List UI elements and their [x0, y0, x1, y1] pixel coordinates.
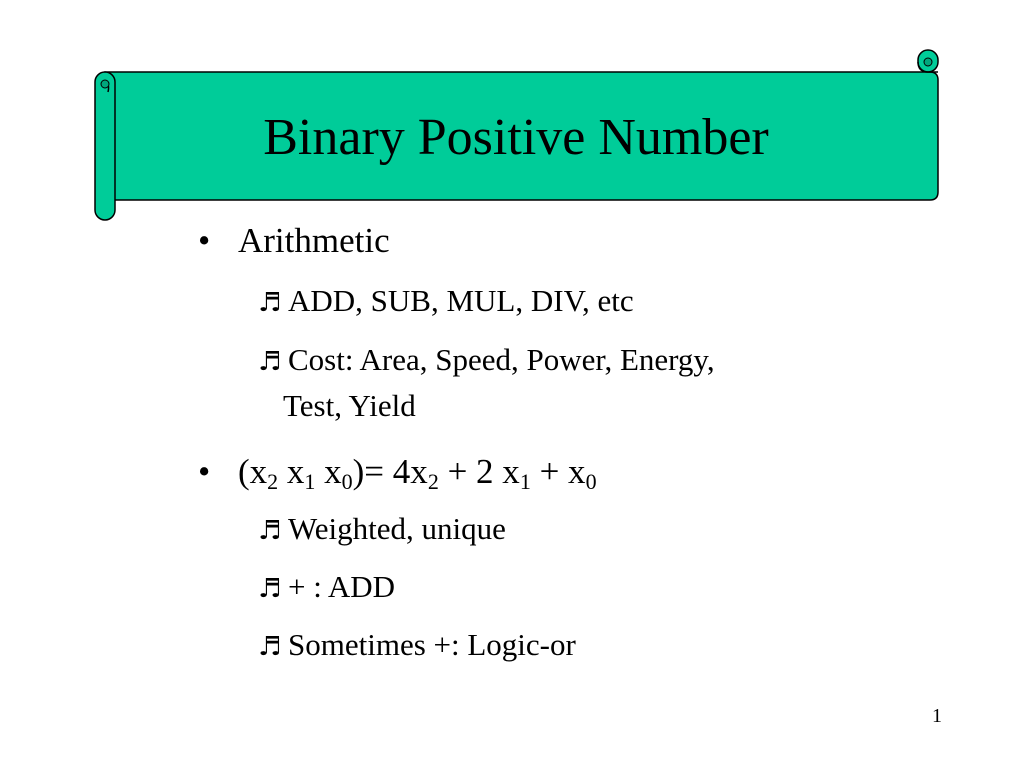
bullet-dot-icon: •: [198, 221, 211, 260]
sub-item-text: Weighted, unique: [288, 511, 506, 546]
music-note-icon: ♬: [258, 632, 282, 662]
sub-item-cost: [258, 337, 715, 385]
sub-item-text: + : ADD: [288, 569, 396, 604]
music-note-icon: ♬: [258, 288, 282, 318]
sub-item-text: ADD, SUB, MUL, DIV, etc: [288, 283, 634, 318]
sub-item-text: Sometimes +: Logic-or: [288, 627, 576, 662]
slide-title: Binary Positive Number: [263, 109, 769, 166]
sub-item-add: [258, 564, 395, 612]
bullet-text: Arithmetic: [238, 221, 390, 260]
music-note-icon: ♬: [258, 347, 282, 377]
sub-item-operations: [258, 278, 634, 326]
bullet-item-formula: [198, 452, 597, 492]
formula: ($x_2$ $x_1$ $x_0)= 4x_2 + 2$ $x_1 + x_0$: [238, 452, 597, 494]
sub-item-cost-continuation: Test, Yield: [283, 388, 416, 423]
bullet-item-arithmetic: [198, 221, 390, 261]
bullet-dot-icon: •: [198, 452, 211, 491]
sub-item-weighted: [258, 506, 506, 554]
sub-item-text: Cost: Area, Speed, Power, Energy,: [288, 342, 715, 377]
page-number: 1: [932, 705, 942, 727]
music-note-icon: ♬: [258, 516, 282, 546]
sub-item-logic-or: [258, 622, 576, 670]
music-note-icon: ♬: [258, 574, 282, 604]
